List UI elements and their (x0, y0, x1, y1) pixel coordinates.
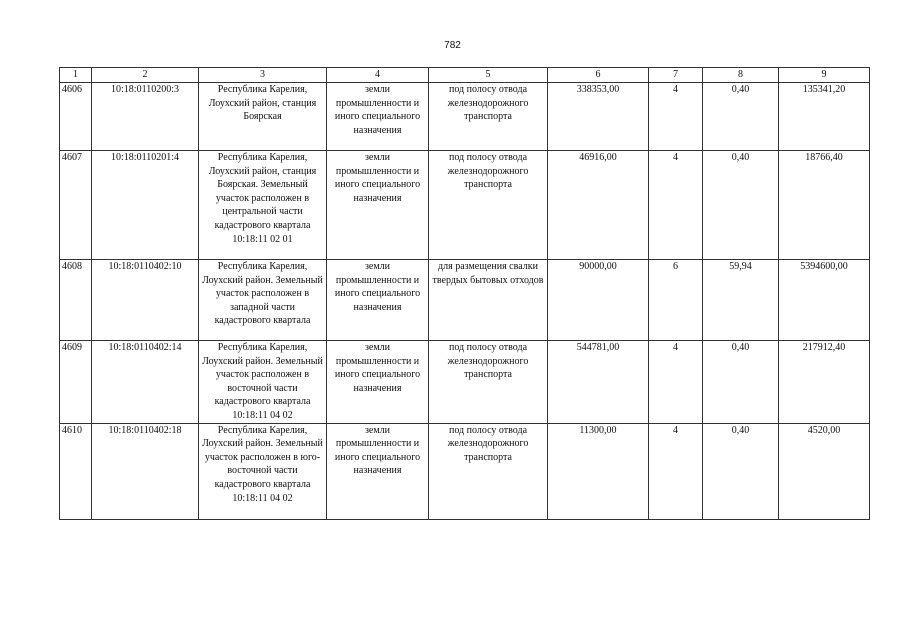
page-number: 782 (444, 40, 461, 51)
permitted-use: под полосу отвода железнодорожного транспорта (429, 423, 548, 519)
cadastral-value: 217912,40 (779, 341, 870, 424)
cadastral-value: 5394600,00 (779, 260, 870, 341)
cadastral-value: 135341,20 (779, 83, 870, 151)
header-col-3: 3 (199, 68, 327, 83)
table-row (60, 423, 870, 519)
address: Республика Карелия, Лоухский район. Земельный участок расположен в юго-восточной части кадастрового квартала 10:18:11 04 02 (199, 423, 327, 519)
row-number: 4606 (60, 83, 92, 151)
rate: 59,94 (703, 260, 779, 341)
area: 11300,00 (548, 423, 649, 519)
use-group: 4 (649, 83, 703, 151)
header-col-9: 9 (779, 68, 870, 83)
table-body (60, 83, 870, 520)
header-row (60, 68, 870, 83)
rate: 0,40 (703, 423, 779, 519)
header-col-5: 5 (429, 68, 548, 83)
cadastral-number: 10:18:0110402:18 (92, 423, 199, 519)
header-col-8: 8 (703, 68, 779, 83)
land-category: земли промышленности и иного специального назначения (327, 423, 429, 519)
table-row (60, 260, 870, 341)
land-category: земли промышленности и иного специального назначения (327, 260, 429, 341)
header-col-2: 2 (92, 68, 199, 83)
use-group: 4 (649, 341, 703, 424)
cadastral-number: 10:18:0110201:4 (92, 151, 199, 260)
address: Республика Карелия, Лоухский район, станция Боярская (199, 83, 327, 151)
address: Республика Карелия, Лоухский район. Земельный участок расположен в восточной части кадастрового квартала 10:18:11 04 02 (199, 341, 327, 424)
table-row (60, 341, 870, 424)
header-col-1: 1 (60, 68, 92, 83)
row-number: 4609 (60, 341, 92, 424)
cadastral-number: 10:18:0110402:10 (92, 260, 199, 341)
use-group: 6 (649, 260, 703, 341)
table-header (60, 68, 870, 83)
rate: 0,40 (703, 341, 779, 424)
permitted-use: под полосу отвода железнодорожного транспорта (429, 151, 548, 260)
area: 338353,00 (548, 83, 649, 151)
rate: 0,40 (703, 83, 779, 151)
land-registry-table (59, 67, 870, 520)
permitted-use: для размещения свалки твердых бытовых отходов (429, 260, 548, 341)
permitted-use: под полосу отвода железнодорожного транспорта (429, 83, 548, 151)
row-number: 4608 (60, 260, 92, 341)
area: 90000,00 (548, 260, 649, 341)
area: 544781,00 (548, 341, 649, 424)
permitted-use: под полосу отвода железнодорожного транспорта (429, 341, 548, 424)
header-col-7: 7 (649, 68, 703, 83)
cadastral-number: 10:18:0110402:14 (92, 341, 199, 424)
use-group: 4 (649, 151, 703, 260)
land-category: земли промышленности и иного специального назначения (327, 151, 429, 260)
land-category: земли промышленности и иного специального назначения (327, 83, 429, 151)
table-row (60, 151, 870, 260)
row-number: 4607 (60, 151, 92, 260)
address: Республика Карелия, Лоухский район, станция Боярская. Земельный участок расположен в центральной части кадастрового квартала 10:18:11 02 01 (199, 151, 327, 260)
header-col-4: 4 (327, 68, 429, 83)
address: Республика Карелия, Лоухский район. Земельный участок расположен в западной части кадастрового квартала (199, 260, 327, 341)
area: 46916,00 (548, 151, 649, 260)
row-number: 4610 (60, 423, 92, 519)
rate: 0,40 (703, 151, 779, 260)
cadastral-value: 18766,40 (779, 151, 870, 260)
use-group: 4 (649, 423, 703, 519)
cadastral-value: 4520,00 (779, 423, 870, 519)
header-col-6: 6 (548, 68, 649, 83)
cadastral-number: 10:18:0110200:3 (92, 83, 199, 151)
table-row (60, 83, 870, 151)
land-category: земли промышленности и иного специального назначения (327, 341, 429, 424)
